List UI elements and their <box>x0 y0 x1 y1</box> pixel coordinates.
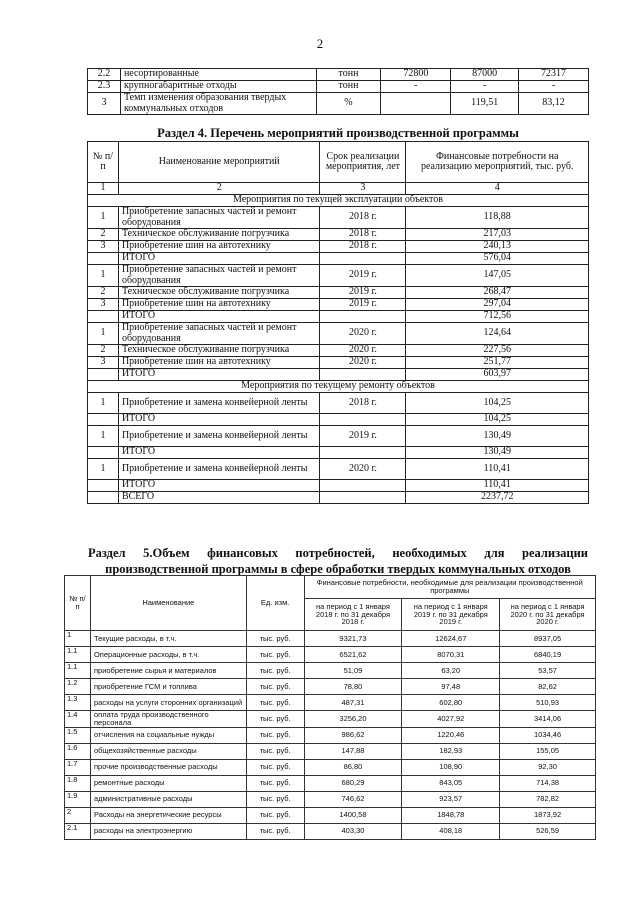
row-unit: тонн <box>316 81 381 93</box>
row-value-2019: 843,05 <box>402 775 500 791</box>
row-name: прочие производственные расходы <box>90 759 246 775</box>
activity-number: 2 <box>88 345 119 357</box>
activities-header-row <box>88 142 589 183</box>
row-value-2019: 8070,31 <box>402 647 500 663</box>
row-name: оплата труда производственного персонала <box>90 711 246 728</box>
activity-sum: 130,49 <box>406 426 589 447</box>
header-num: № п/п <box>65 576 91 631</box>
activity-term <box>320 480 406 492</box>
row-name: крупногабаритные отходы <box>120 81 316 93</box>
row-value-2019: 182,93 <box>402 743 500 759</box>
activity-term: 2020 г. <box>320 459 406 480</box>
activity-row <box>88 447 589 459</box>
header-period-2018: на период с 1 января 2018 г. по 31 декабря 2018 г. <box>304 599 402 631</box>
activity-number: 3 <box>88 299 119 311</box>
row-value-2019: 97,48 <box>402 679 500 695</box>
activity-row <box>88 345 589 357</box>
row-name: несортированные <box>120 69 316 81</box>
row-name: расходы на услуги сторонних организаций <box>90 695 246 711</box>
activity-row <box>88 393 589 414</box>
activity-row <box>88 426 589 447</box>
row-number: 1.3 <box>65 695 91 711</box>
activity-row <box>88 229 589 241</box>
row-unit: тыс. руб. <box>246 807 304 823</box>
activity-name: Приобретение запасных частей и ремонт оборудования <box>118 323 320 345</box>
activity-term: 2020 г. <box>320 357 406 369</box>
header-period-2020: на период с 1 января 2020 г. по 31 декабря 2020 г. <box>500 599 596 631</box>
row-value: - <box>451 81 519 93</box>
row-number: 1 <box>65 631 91 647</box>
activity-name: Приобретение и замена конвейерной ленты <box>118 393 320 414</box>
activity-number: 2 <box>88 287 119 299</box>
activity-number <box>88 369 119 381</box>
activity-term: 2019 г. <box>320 265 406 287</box>
row-number: 2.3 <box>88 81 121 93</box>
activity-term: 2018 г. <box>320 393 406 414</box>
activity-term: 2018 г. <box>320 229 406 241</box>
row-number: 1.7 <box>65 759 91 775</box>
row-name: Расходы на энергетические ресурсы <box>90 807 246 823</box>
column-number: 1 <box>88 183 119 195</box>
activity-number: 1 <box>88 323 119 345</box>
activity-sum: 576,04 <box>406 253 589 265</box>
row-value-2018: 6521,62 <box>304 647 402 663</box>
row-number: 1.4 <box>65 711 91 728</box>
activity-name: Техническое обслуживание погрузчика <box>118 229 320 241</box>
activity-sum: 712,56 <box>406 311 589 323</box>
row-name: приобретение сырья и материалов <box>90 663 246 679</box>
row-value-2019: 63,20 <box>402 663 500 679</box>
activity-number: 1 <box>88 265 119 287</box>
activity-row <box>88 414 589 426</box>
row-number: 1.1 <box>65 663 91 679</box>
row-value-2019: 1220,46 <box>402 727 500 743</box>
activity-name: Приобретение шин на автотехнику <box>118 299 320 311</box>
table-row <box>88 69 589 81</box>
row-value-2020: 6840,19 <box>500 647 596 663</box>
activity-name: Приобретение и замена конвейерной ленты <box>118 426 320 447</box>
row-unit: тыс. руб. <box>246 663 304 679</box>
row-value-2019: 408,18 <box>402 823 500 839</box>
row-name: Темп изменения образования твердых коммунальных отходов <box>120 93 316 115</box>
row-name: Текущие расходы, в т.ч. <box>90 631 246 647</box>
row-value: 72317 <box>519 69 589 81</box>
activity-sum: 251,77 <box>406 357 589 369</box>
row-number: 1.2 <box>65 679 91 695</box>
row-unit: тыс. руб. <box>246 823 304 839</box>
row-value: - <box>381 81 451 93</box>
table-row <box>65 759 596 775</box>
row-value-2020: 782,82 <box>500 791 596 807</box>
row-value-2020: 714,38 <box>500 775 596 791</box>
activity-row <box>88 311 589 323</box>
section4-title: Раздел 4. Перечень мероприятий производственной программы <box>157 126 519 140</box>
row-name: Операционные расходы, в т.ч. <box>90 647 246 663</box>
activity-term: 2020 г. <box>320 323 406 345</box>
row-value: 72800 <box>381 69 451 81</box>
activity-number: 3 <box>88 241 119 253</box>
activity-row <box>88 480 589 492</box>
row-value-2020: 82,62 <box>500 679 596 695</box>
activity-number <box>88 492 119 504</box>
activity-row <box>88 357 589 369</box>
row-value-2019: 602,80 <box>402 695 500 711</box>
row-value-2018: 680,29 <box>304 775 402 791</box>
row-value-2018: 746,62 <box>304 791 402 807</box>
activity-term <box>320 492 406 504</box>
row-number: 2.1 <box>65 823 91 839</box>
row-name: общехозяйственные расходы <box>90 743 246 759</box>
row-value-2020: 53,57 <box>500 663 596 679</box>
activity-term: 2018 г. <box>320 241 406 253</box>
activity-term <box>320 369 406 381</box>
header-num: № п/п <box>88 142 119 183</box>
financial-header <box>65 576 596 631</box>
row-unit: тыс. руб. <box>246 743 304 759</box>
activity-name: ИТОГО <box>118 480 320 492</box>
row-value-2018: 403,30 <box>304 823 402 839</box>
row-value: 83,12 <box>519 93 589 115</box>
activity-number: 3 <box>88 357 119 369</box>
group2-title-body <box>88 381 589 393</box>
activity-sum: 110,41 <box>406 480 589 492</box>
row-number: 1.6 <box>65 743 91 759</box>
row-name: отчисления на социальные нужды <box>90 727 246 743</box>
row-value-2018: 147,88 <box>304 743 402 759</box>
row-value-2018: 487,31 <box>304 695 402 711</box>
table-row <box>65 791 596 807</box>
table-row <box>65 679 596 695</box>
activity-sum: 297,04 <box>406 299 589 311</box>
activity-number <box>88 311 119 323</box>
row-value-2019: 4027,92 <box>402 711 500 728</box>
row-value-2020: 1034,46 <box>500 727 596 743</box>
activity-row <box>88 265 589 287</box>
activity-name: Техническое обслуживание погрузчика <box>118 345 320 357</box>
activity-sum: 217,03 <box>406 229 589 241</box>
row-number: 1.9 <box>65 791 91 807</box>
row-value-2019: 1848,78 <box>402 807 500 823</box>
row-value-2018: 9321,73 <box>304 631 402 647</box>
row-unit: тыс. руб. <box>246 775 304 791</box>
activity-row <box>88 492 589 504</box>
group1-rows <box>88 207 589 381</box>
activity-number: 2 <box>88 229 119 241</box>
table-row <box>65 711 596 728</box>
waste-volume-table-body <box>88 69 589 115</box>
financial-rows <box>65 631 596 840</box>
activity-sum: 104,25 <box>406 414 589 426</box>
activity-name: Приобретение запасных частей и ремонт оборудования <box>118 265 320 287</box>
row-unit: тыс. руб. <box>246 759 304 775</box>
column-number: 4 <box>406 183 589 195</box>
row-name: ремонтные расходы <box>90 775 246 791</box>
row-unit: тыс. руб. <box>246 647 304 663</box>
activity-name: ВСЕГО <box>118 492 320 504</box>
row-value-2020: 92,30 <box>500 759 596 775</box>
table-row <box>65 823 596 839</box>
row-unit: тыс. руб. <box>246 695 304 711</box>
activity-name: Приобретение шин на автотехнику <box>118 241 320 253</box>
activity-sum: 110,41 <box>406 459 589 480</box>
row-value <box>381 93 451 115</box>
activity-row <box>88 323 589 345</box>
row-name: расходы на электроэнергию <box>90 823 246 839</box>
row-number: 2.2 <box>88 69 121 81</box>
row-name: приобретение ГСМ и топлива <box>90 679 246 695</box>
activity-name: Приобретение запасных частей и ремонт оборудования <box>118 207 320 229</box>
activity-row <box>88 253 589 265</box>
activity-name: ИТОГО <box>118 253 320 265</box>
activity-sum: 124,64 <box>406 323 589 345</box>
table-row <box>65 807 596 823</box>
header-name: Наименование мероприятий <box>118 142 320 183</box>
activity-number <box>88 480 119 492</box>
activity-term: 2019 г. <box>320 287 406 299</box>
row-value-2018: 78,80 <box>304 679 402 695</box>
activity-sum: 2237,72 <box>406 492 589 504</box>
activities-table-body <box>88 142 589 207</box>
activity-name: ИТОГО <box>118 414 320 426</box>
table-row <box>65 631 596 647</box>
activity-row <box>88 241 589 253</box>
table-row <box>65 775 596 791</box>
group1-title: Мероприятия по текущей эксплуатации объектов <box>88 195 589 207</box>
financial-header-row <box>65 576 596 599</box>
row-number: 1.8 <box>65 775 91 791</box>
waste-volume-table <box>87 68 589 115</box>
row-value-2019: 12624,67 <box>402 631 500 647</box>
row-number: 1.5 <box>65 727 91 743</box>
table-row <box>88 93 589 115</box>
activity-sum: 240,13 <box>406 241 589 253</box>
row-value-2018: 3256,20 <box>304 711 402 728</box>
row-unit: тыс. руб. <box>246 727 304 743</box>
activity-term <box>320 253 406 265</box>
row-value-2018: 986,62 <box>304 727 402 743</box>
activity-sum: 118,88 <box>406 207 589 229</box>
activity-number <box>88 447 119 459</box>
group2-title: Мероприятия по текущему ремонту объектов <box>88 381 589 393</box>
row-value-2020: 3414,06 <box>500 711 596 728</box>
table-row <box>65 743 596 759</box>
activity-term: 2019 г. <box>320 426 406 447</box>
row-value-2019: 108,90 <box>402 759 500 775</box>
row-unit: тонн <box>316 69 381 81</box>
row-name: административные расходы <box>90 791 246 807</box>
page-number: 2 <box>316 36 324 51</box>
activity-sum: 603,97 <box>406 369 589 381</box>
activity-sum: 268,47 <box>406 287 589 299</box>
activity-row <box>88 369 589 381</box>
activity-name: ИТОГО <box>118 447 320 459</box>
column-number-row <box>88 183 589 195</box>
group-title-row <box>88 381 589 393</box>
activity-term <box>320 311 406 323</box>
activity-term: 2019 г. <box>320 299 406 311</box>
row-number: 3 <box>88 93 121 115</box>
row-value-2019: 923,57 <box>402 791 500 807</box>
row-value-2018: 1400,58 <box>304 807 402 823</box>
header-period-2019: на период с 1 января 2019 г. по 31 декабря 2019 г. <box>402 599 500 631</box>
activity-name: ИТОГО <box>118 311 320 323</box>
row-unit: % <box>316 93 381 115</box>
row-value-2018: 51,09 <box>304 663 402 679</box>
financial-needs-table <box>64 575 596 840</box>
column-number: 3 <box>320 183 406 195</box>
activity-name: ИТОГО <box>118 369 320 381</box>
row-value-2020: 8937,05 <box>500 631 596 647</box>
row-number: 1.1 <box>65 647 91 663</box>
header-fin: Финансовые потребности на реализацию мероприятий, тыс. руб. <box>406 142 589 183</box>
activity-term: 2018 г. <box>320 207 406 229</box>
activity-sum: 104,25 <box>406 393 589 414</box>
activity-name: Техническое обслуживание погрузчика <box>118 287 320 299</box>
row-value-2020: 155,05 <box>500 743 596 759</box>
group2-rows <box>88 393 589 504</box>
activities-table <box>87 141 589 504</box>
activity-number <box>88 253 119 265</box>
activity-number: 1 <box>88 207 119 229</box>
header-unit: Ед. изм. <box>246 576 304 631</box>
column-number: 2 <box>118 183 320 195</box>
table-row <box>65 695 596 711</box>
row-value: - <box>519 81 589 93</box>
table-row <box>65 663 596 679</box>
activity-term: 2020 г. <box>320 345 406 357</box>
row-unit: тыс. руб. <box>246 791 304 807</box>
activity-row <box>88 299 589 311</box>
row-value: 119,51 <box>451 93 519 115</box>
table-row <box>65 647 596 663</box>
activity-row <box>88 207 589 229</box>
activity-number <box>88 414 119 426</box>
activity-term <box>320 447 406 459</box>
section5-title: Раздел 5.Объем финансовых потребностей, необходимых для реализации производственной программы в сфере обработки твердых коммунальных отходов <box>88 546 588 576</box>
row-number: 2 <box>65 807 91 823</box>
activity-number: 1 <box>88 393 119 414</box>
row-value-2020: 1873,92 <box>500 807 596 823</box>
header-term: Срок реализации мероприятия, лет <box>320 142 406 183</box>
activity-number: 1 <box>88 459 119 480</box>
row-value: 87000 <box>451 69 519 81</box>
row-unit: тыс. руб. <box>246 679 304 695</box>
table-row <box>88 81 589 93</box>
row-value-2020: 526,59 <box>500 823 596 839</box>
activity-sum: 130,49 <box>406 447 589 459</box>
activity-name: Приобретение и замена конвейерной ленты <box>118 459 320 480</box>
table-row <box>65 727 596 743</box>
row-unit: тыс. руб. <box>246 711 304 728</box>
header-name: Наименование <box>90 576 246 631</box>
group-title-row <box>88 195 589 207</box>
row-unit: тыс. руб. <box>246 631 304 647</box>
activity-name: Приобретение шин на автотехнику <box>118 357 320 369</box>
activity-sum: 227,56 <box>406 345 589 357</box>
row-value-2020: 510,93 <box>500 695 596 711</box>
activity-number: 1 <box>88 426 119 447</box>
activity-term <box>320 414 406 426</box>
activity-row <box>88 459 589 480</box>
activity-row <box>88 287 589 299</box>
activity-sum: 147,05 <box>406 265 589 287</box>
row-value-2018: 86,80 <box>304 759 402 775</box>
header-fin: Финансовые потребности, необходимые для реализации производственной программы <box>304 576 595 599</box>
